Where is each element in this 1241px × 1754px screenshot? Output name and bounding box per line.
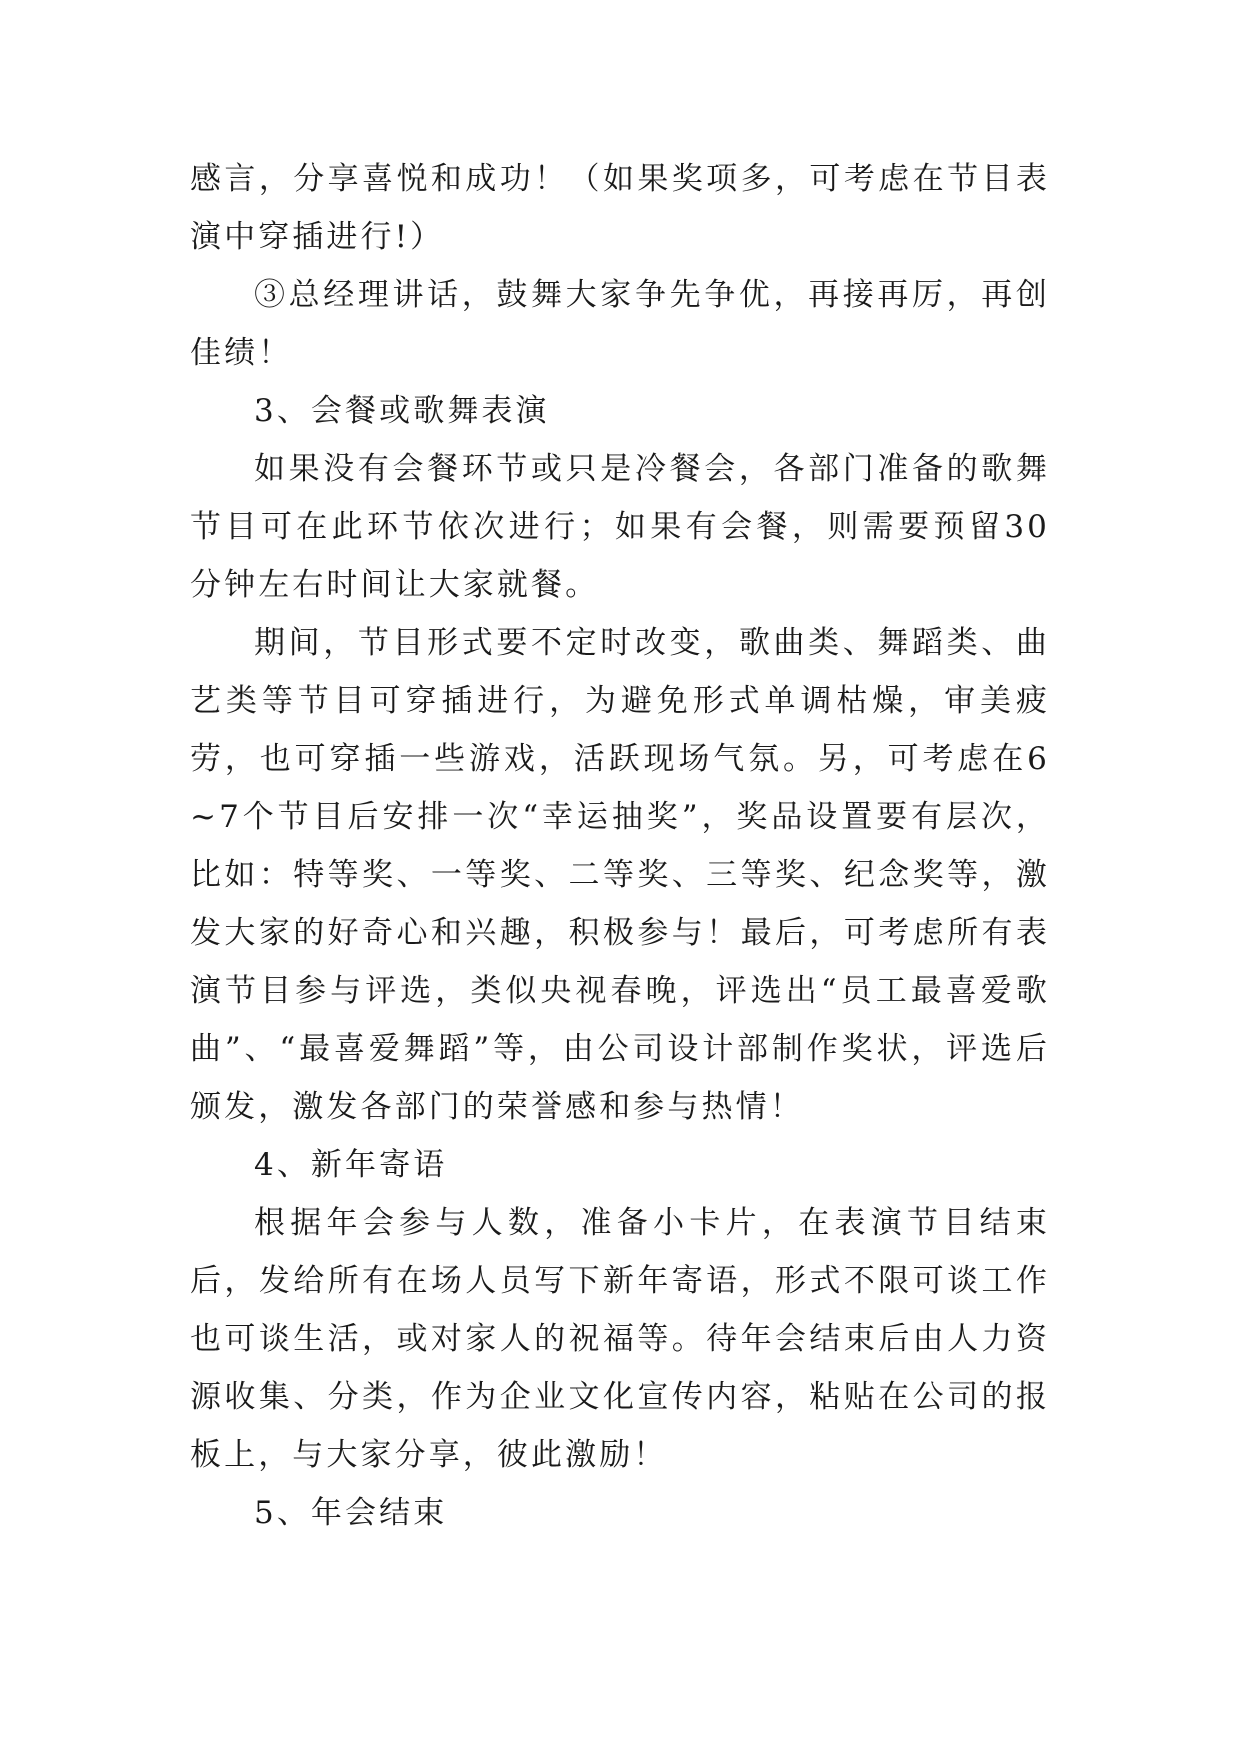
paragraph-award-speech-cont: 感言，分享喜悦和成功！（如果奖项多，可考虑在节目表演中穿插进行!） <box>190 161 1050 255</box>
paragraph-new-year-cards: 根据年会参与人数，准备小卡片，在表演节目结束后，发给所有在场人员写下新年寄语，形式不限可谈工作也可谈生活，或对家人的祝福等。待年会结束后由人力资源收集、分类，作为企业文化宣传内容，粘贴在公司的报板上，与大家分享，彼此激励！ <box>190 1205 1050 1473</box>
paragraph-gm-speech: ③总经理讲话，鼓舞大家争先争优，再接再厉，再创佳绩！ <box>190 277 1050 371</box>
section-heading-end: 5、年会结束 <box>254 1495 448 1531</box>
document-page <box>190 150 1050 1542</box>
section-heading-dinner-performance: 3、会餐或歌舞表演 <box>254 393 550 429</box>
paragraph-dinner: 如果没有会餐环节或只是冷餐会，各部门准备的歌舞节目可在此环节依次进行；如果有会餐，则需要预留30分钟左右时间让大家就餐。 <box>190 451 1050 603</box>
section-heading-new-year-message: 4、新年寄语 <box>254 1147 448 1183</box>
paragraph-program-format: 期间，节目形式要不定时改变，歌曲类、舞蹈类、曲艺类等节目可穿插进行，为避免形式单调枯燥，审美疲劳，也可穿插一些游戏，活跃现场气氛。另，可考虑在6~7个节目后安排一次“幸运抽奖”，奖品设置要有层次，比如：特等奖、一等奖、二等奖、三等奖、纪念奖等，激发大家的好奇心和兴趣，积极参与！最后，可考虑所有表演节目参与评选，类似央视春晚，评选出“员工最喜爱歌曲”、“最喜爱舞蹈”等，由公司设计部制作奖状，评选后颁发，激发各部门的荣誉感和参与热情！ <box>190 625 1050 1125</box>
